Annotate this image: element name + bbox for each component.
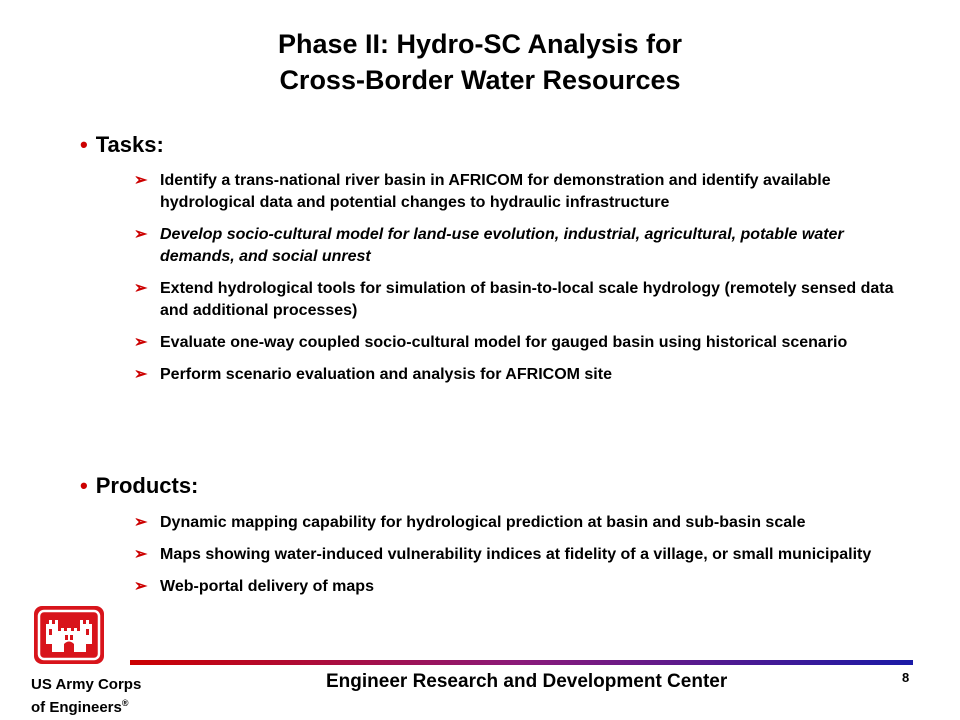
arrow-bullet-icon: ➢ [134,514,148,531]
products-list [134,512,894,608]
task-text: Extend hydrological tools for simulation of basin-to-local scale hydrology (remotely sensed data and additional processes) [160,280,894,319]
task-text: Identify a trans-national river basin in AFRICOM for demonstration and identify available hydrological data and potential changes to hydraulic infrastructure [160,172,831,211]
organization-name [31,675,141,717]
usace-castle-logo-icon [34,606,104,664]
task-text: Perform scenario evaluation and analysis for AFRICOM site [160,366,612,383]
list-item [134,512,894,534]
arrow-bullet-icon: ➢ [134,578,148,595]
list-item [134,224,894,268]
arrow-bullet-icon: ➢ [134,366,148,383]
title-line-1: Phase II: Hydro-SC Analysis for [277,29,683,59]
list-item [134,576,894,598]
product-text: Web-portal delivery of maps [160,578,374,595]
slide-title [0,26,960,98]
org-line-2: of Engineers [31,699,122,716]
products-heading [80,472,198,500]
arrow-bullet-icon: ➢ [134,334,148,351]
arrow-bullet-icon: ➢ [134,226,148,243]
list-item [134,332,894,354]
arrow-bullet-icon: ➢ [134,172,148,189]
footer-divider [130,660,913,665]
arrow-bullet-icon: ➢ [134,280,148,297]
arrow-bullet-icon: ➢ [134,546,148,563]
task-text: Develop socio-cultural model for land-use evolution, industrial, agricultural, potable water demands, and social unrest [160,226,844,265]
tasks-list [134,170,894,396]
org-line-1: US Army Corps [31,676,142,693]
products-heading-label: Products: [95,473,199,498]
product-text: Dynamic mapping capability for hydrological prediction at basin and sub-basin scale [160,514,806,531]
list-item [134,364,894,386]
bullet-icon: • [80,473,88,498]
registered-mark: ® [121,698,129,708]
list-item [134,278,894,322]
product-text: Maps showing water-induced vulnerability indices at fidelity of a village, or small municipality [160,546,872,563]
tasks-heading-label: Tasks: [95,132,164,157]
list-item [134,170,894,214]
bullet-icon: • [80,132,88,157]
page-number: 8 [902,670,910,685]
title-line-2: Cross-Border Water Resources [279,65,681,95]
tasks-heading [80,131,164,159]
footer-center-name: Engineer Research and Development Center [326,671,728,692]
list-item [134,544,894,566]
task-text: Evaluate one-way coupled socio-cultural model for gauged basin using historical scenario [160,334,848,351]
